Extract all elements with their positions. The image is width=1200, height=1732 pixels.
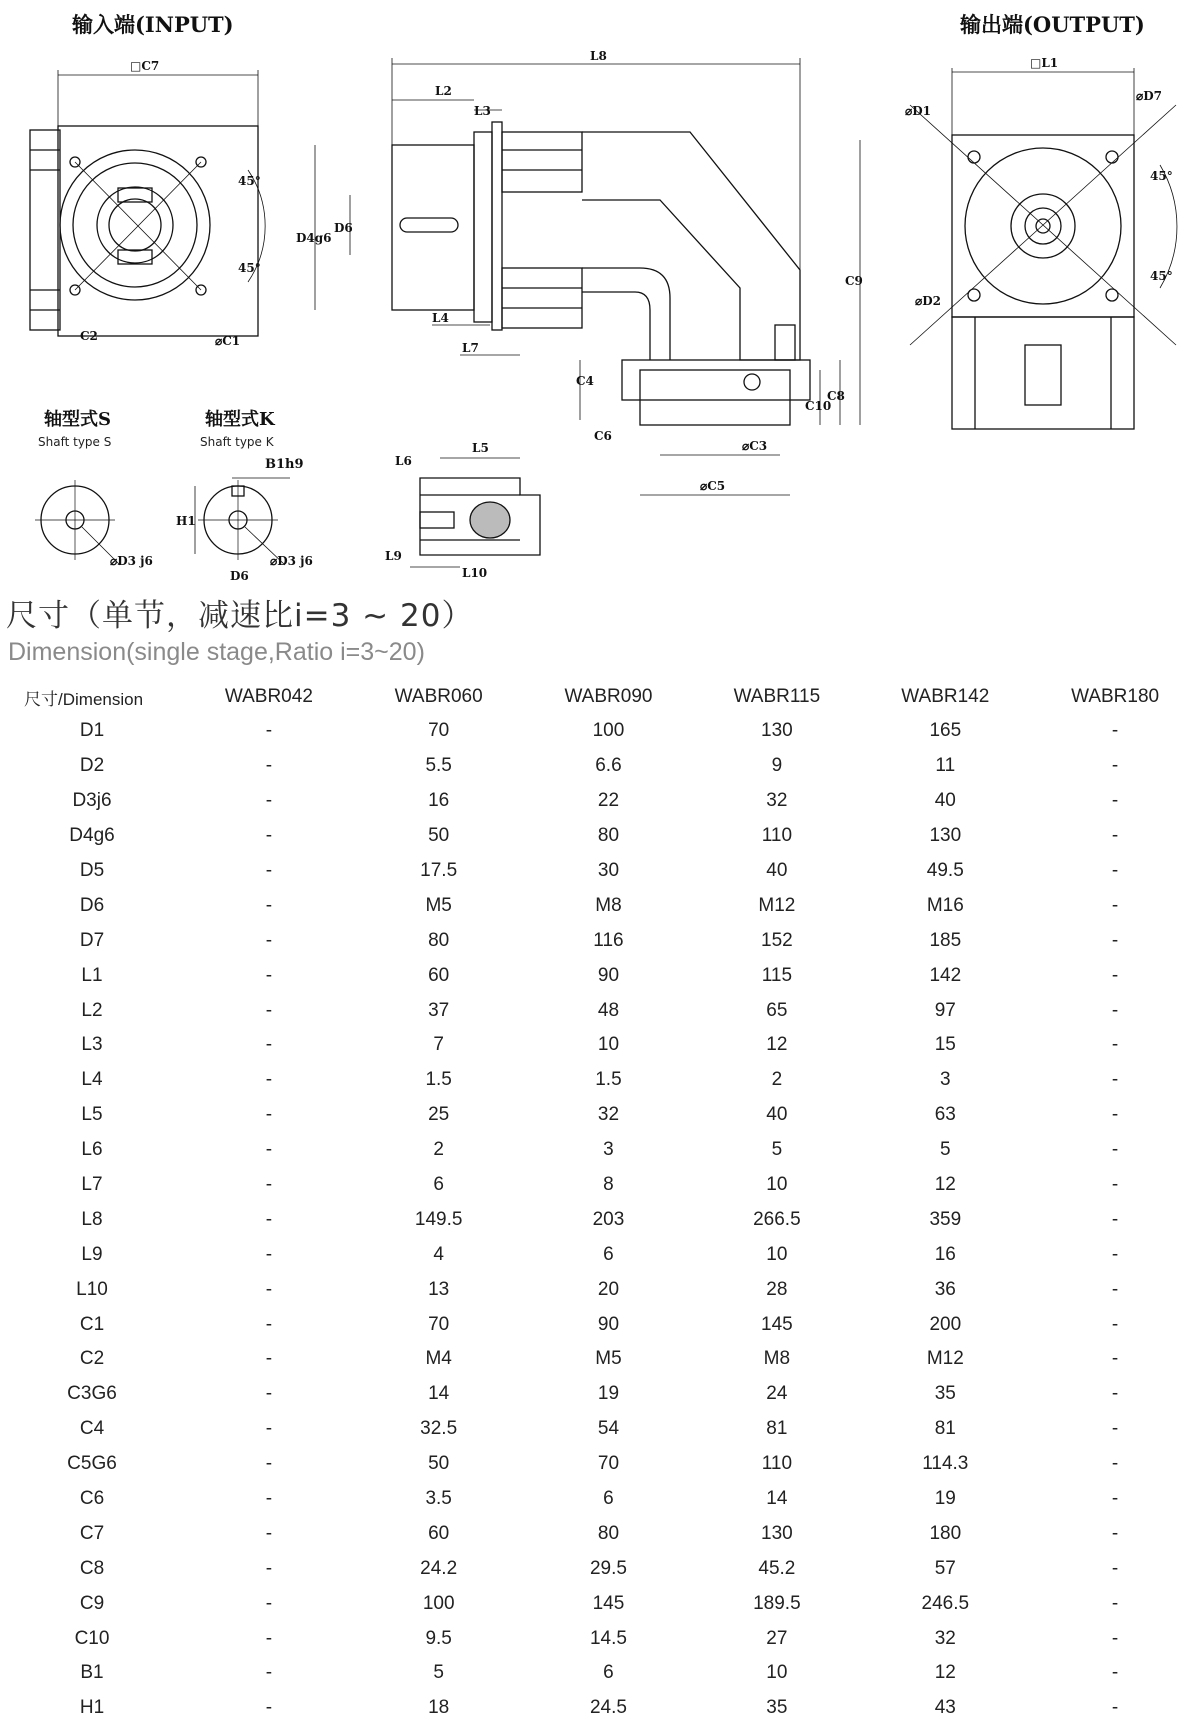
dimension-value-cell: 130: [929, 825, 962, 847]
dimension-value-cell: 19: [597, 1383, 620, 1405]
dimension-value-cell: -: [265, 1557, 273, 1579]
label-l3: L3: [474, 104, 491, 118]
dimension-value-cell: 180: [929, 1522, 962, 1544]
dimension-value-cell: -: [1111, 1174, 1119, 1196]
dimension-value-cell: 203: [592, 1208, 625, 1230]
table-row: [0, 714, 1200, 749]
dimension-name-cell: L1: [81, 964, 103, 986]
table-row: [0, 958, 1200, 993]
dimension-value-cell: -: [265, 999, 273, 1021]
dimension-value-cell: -: [265, 1348, 273, 1370]
dimension-value-cell: 20: [597, 1278, 620, 1300]
dimension-value-cell: 54: [597, 1418, 620, 1440]
dimension-name-cell: L3: [81, 1034, 103, 1056]
dimension-value-cell: 16: [428, 790, 450, 812]
dimension-value-cell: 18: [428, 1697, 450, 1719]
dimension-value-cell: -: [1111, 825, 1119, 847]
dimension-value-cell: 16: [934, 1243, 956, 1265]
dimension-value-cell: -: [265, 1488, 273, 1510]
dimension-value-cell: -: [265, 1662, 273, 1684]
dimension-value-cell: 3: [603, 1139, 614, 1161]
dimension-value-cell: -: [1111, 1139, 1119, 1161]
dimension-value-cell: -: [265, 755, 273, 777]
dimension-value-cell: 165: [929, 720, 962, 742]
table-header-row: [0, 680, 1200, 714]
dimension-value-cell: -: [265, 1278, 273, 1300]
shaft-k-subtitle: Shaft type K: [200, 435, 274, 449]
dimension-value-cell: -: [265, 1208, 273, 1230]
table-row: [0, 854, 1200, 889]
side-view: [315, 58, 860, 495]
dimension-value-cell: 35: [766, 1697, 788, 1719]
dimension-value-cell: -: [265, 1383, 273, 1405]
dimension-value-cell: -: [1111, 1034, 1119, 1056]
dimension-value-cell: 110: [761, 1453, 793, 1475]
dimension-value-cell: -: [1111, 1662, 1119, 1684]
dimension-value-cell: 2: [771, 1069, 783, 1091]
dimension-name-cell: C5G6: [67, 1453, 117, 1475]
label-d3j6-s: ⌀D3 j6: [110, 554, 153, 568]
label-l6: L6: [395, 454, 412, 468]
dimension-value-cell: -: [1111, 1627, 1119, 1649]
label-c6: C6: [594, 429, 612, 443]
dimension-value-cell: -: [265, 1104, 273, 1126]
dimension-value-cell: -: [265, 1139, 273, 1161]
dimension-value-cell: 3.5: [425, 1488, 452, 1510]
dimension-value-cell: 24.2: [420, 1557, 458, 1579]
output-view: [910, 68, 1177, 429]
label-l1: □L1: [1030, 56, 1059, 70]
shaft-s-subtitle: Shaft type S: [38, 435, 112, 449]
dimension-value-cell: 14.5: [589, 1627, 627, 1649]
dimension-name-cell: D5: [79, 860, 105, 881]
label-45-input-top: 45°: [238, 174, 261, 188]
dimension-value-cell: 65: [766, 999, 788, 1021]
label-d4g6: D4g6: [296, 231, 332, 245]
dimension-value-cell: 130: [761, 1522, 793, 1544]
dimension-value-cell: 145: [761, 1313, 793, 1335]
dimension-value-cell: -: [265, 894, 273, 916]
table-row: [0, 1586, 1200, 1621]
label-d6: D6: [334, 221, 353, 235]
label-45-output-bottom: 45°: [1150, 269, 1173, 283]
dimension-name-cell: L5: [81, 1104, 103, 1126]
label-d3j6-k: ⌀D3 j6: [270, 554, 313, 568]
dimension-value-cell: 40: [766, 860, 788, 881]
dimension-value-cell: 359: [929, 1208, 962, 1230]
dimension-value-cell: 48: [597, 999, 620, 1021]
dimension-value-cell: 32: [766, 790, 788, 812]
column-header-model: WABR180: [1071, 686, 1160, 707]
dimension-value-cell: 22: [597, 790, 620, 812]
dimension-value-cell: 5: [940, 1139, 951, 1161]
dimension-value-cell: 32: [934, 1627, 956, 1649]
dimension-value-cell: 6.6: [595, 755, 622, 777]
table-row: [0, 1098, 1200, 1133]
input-view: [30, 70, 265, 336]
dimension-value-cell: 24.5: [589, 1697, 627, 1719]
dimension-value-cell: -: [1111, 1208, 1119, 1230]
table-row: [0, 1237, 1200, 1272]
dimension-value-cell: 43: [934, 1697, 956, 1719]
label-h1: H1: [176, 514, 196, 528]
table-row: [0, 1621, 1200, 1656]
dimension-value-cell: 4: [433, 1243, 444, 1265]
dimension-value-cell: 7: [433, 1034, 444, 1056]
label-l4: L4: [432, 311, 449, 325]
dimension-value-cell: 70: [597, 1453, 620, 1475]
dimension-value-cell: 57: [934, 1557, 956, 1579]
column-header-model: WABR115: [733, 686, 821, 707]
dimension-value-cell: 12: [934, 1174, 956, 1196]
dimension-value-cell: 27: [766, 1627, 788, 1649]
dimension-name-cell: H1: [79, 1697, 105, 1719]
dimension-value-cell: 114.3: [922, 1453, 969, 1475]
dimension-value-cell: 11: [935, 755, 956, 777]
dimension-value-cell: 36: [934, 1278, 956, 1300]
dimension-value-cell: 50: [428, 1453, 450, 1475]
dimension-value-cell: -: [265, 1243, 273, 1265]
column-header-model: WABR142: [901, 686, 990, 707]
table-row: [0, 1551, 1200, 1586]
label-c4: C4: [576, 374, 594, 388]
dimension-value-cell: -: [265, 860, 273, 881]
column-header-dimension: 尺寸/Dimension: [24, 689, 144, 709]
table-row: [0, 1307, 1200, 1342]
dimension-value-cell: 30: [597, 860, 620, 881]
dimension-value-cell: 60: [428, 964, 450, 986]
dimension-value-cell: 6: [603, 1662, 614, 1684]
table-row: [0, 1482, 1200, 1517]
dimension-value-cell: 90: [597, 1313, 620, 1335]
dimension-value-cell: -: [265, 1034, 273, 1056]
dimension-value-cell: 50: [428, 825, 450, 847]
dimension-value-cell: -: [1111, 964, 1119, 986]
column-header-model: WABR042: [224, 686, 313, 707]
dimension-name-cell: D2: [79, 755, 105, 777]
dimension-value-cell: 14: [766, 1488, 788, 1510]
dimension-value-cell: 142: [929, 964, 962, 986]
dimension-value-cell: 110: [761, 825, 793, 847]
dimension-value-cell: 5.5: [425, 755, 452, 777]
table-row: [0, 1447, 1200, 1482]
dimension-name-cell: C1: [79, 1313, 105, 1335]
dimension-value-cell: -: [265, 825, 273, 847]
table-row: [0, 1272, 1200, 1307]
dimension-value-cell: 8: [603, 1174, 614, 1196]
dimension-value-cell: -: [1111, 790, 1119, 812]
dimension-value-cell: M5: [425, 894, 452, 916]
dimension-value-cell: 17.5: [420, 860, 458, 881]
dimension-value-cell: 81: [766, 1418, 788, 1440]
dimension-value-cell: -: [265, 1697, 273, 1719]
table-row: [0, 1028, 1200, 1063]
label-c9: C9: [845, 274, 863, 288]
label-l9: L9: [385, 549, 402, 563]
dimension-value-cell: 266.5: [753, 1208, 801, 1230]
table-row: [0, 1063, 1200, 1098]
dimension-value-cell: M12: [926, 1348, 964, 1370]
table-row: [0, 1377, 1200, 1412]
dimension-value-cell: -: [265, 1069, 273, 1091]
dimension-value-cell: 80: [597, 1522, 620, 1544]
dimension-name-cell: C6: [79, 1488, 105, 1510]
dimension-name-cell: L6: [81, 1139, 103, 1161]
dimension-name-cell: B1: [80, 1662, 104, 1684]
dimension-name-cell: L2: [81, 999, 103, 1021]
dimension-value-cell: M5: [595, 1348, 622, 1370]
dimension-value-cell: -: [265, 1453, 273, 1475]
dimension-value-cell: 6: [433, 1174, 444, 1196]
dimension-name-cell: C7: [79, 1522, 105, 1544]
dimension-value-cell: 25: [428, 1104, 450, 1126]
label-c1: ⌀C1: [215, 334, 241, 348]
dimension-value-cell: 90: [597, 964, 620, 986]
shaft-k-title: 轴型式K: [205, 409, 275, 430]
dimension-value-cell: 81: [934, 1418, 956, 1440]
dimension-value-cell: -: [1111, 860, 1119, 881]
label-c3: ⌀C3: [742, 439, 768, 453]
dimension-value-cell: 2: [433, 1139, 444, 1161]
dimension-value-cell: -: [1111, 1104, 1119, 1126]
dimension-value-cell: 15: [934, 1034, 956, 1056]
table-row: [0, 1168, 1200, 1203]
dimension-value-cell: -: [1111, 1592, 1119, 1614]
dimension-value-cell: 40: [934, 790, 956, 812]
dimension-value-cell: -: [265, 1592, 273, 1614]
shaft-type-s: [35, 480, 120, 565]
table-row: [0, 888, 1200, 923]
key-detail: [410, 458, 540, 567]
dimension-value-cell: -: [265, 1418, 273, 1440]
table-row: [0, 1202, 1200, 1237]
label-l7: L7: [462, 341, 479, 355]
dimension-name-cell: L7: [81, 1174, 103, 1196]
dimension-value-cell: -: [265, 1313, 273, 1335]
dimension-value-cell: -: [1111, 1453, 1119, 1475]
label-l2: L2: [435, 84, 452, 98]
label-c5: ⌀C5: [700, 479, 726, 493]
dimension-value-cell: 35: [934, 1383, 956, 1405]
dimension-value-cell: 10: [597, 1034, 620, 1056]
dimension-value-cell: 19: [934, 1488, 956, 1510]
dimension-value-cell: 246.5: [921, 1592, 970, 1614]
dimension-value-cell: -: [1111, 1418, 1119, 1440]
dimension-value-cell: 152: [761, 929, 793, 951]
dimension-name-cell: L4: [81, 1069, 103, 1091]
label-b1h9: B1h9: [265, 457, 304, 472]
dimension-value-cell: 100: [422, 1592, 455, 1614]
table-row: [0, 1342, 1200, 1377]
dimension-value-cell: -: [265, 720, 273, 742]
dimension-value-cell: 60: [428, 1522, 450, 1544]
dimension-value-cell: 70: [428, 1313, 450, 1335]
label-c7: □C7: [130, 59, 160, 73]
dimension-value-cell: 5: [433, 1662, 444, 1684]
label-d1: ⌀D1: [905, 104, 931, 118]
input-title: 输入端(INPUT): [72, 12, 234, 37]
dimension-value-cell: 13: [428, 1278, 450, 1300]
label-c2: C2: [80, 329, 98, 343]
dimension-value-cell: 130: [761, 720, 793, 742]
column-header-model: WABR060: [394, 686, 483, 707]
dimension-table: [0, 680, 1200, 1726]
table-row: [0, 1133, 1200, 1168]
dimension-value-cell: 9.5: [425, 1627, 452, 1649]
dimension-name-cell: D1: [79, 720, 105, 742]
table-row: [0, 923, 1200, 958]
dimension-value-cell: 6: [603, 1488, 614, 1510]
dimension-value-cell: -: [1111, 1348, 1119, 1370]
dimension-value-cell: 10: [766, 1662, 788, 1684]
dimension-value-cell: -: [1111, 1697, 1119, 1719]
section-title-cn: 尺寸（单节，减速比i=3 ~ 20）: [6, 598, 474, 634]
dimension-value-cell: -: [1111, 929, 1119, 951]
table-row: [0, 1656, 1200, 1691]
table-row: [0, 819, 1200, 854]
table-row: [0, 1691, 1200, 1726]
technical-drawing: [0, 0, 1200, 580]
dimension-name-cell: C2: [79, 1348, 105, 1370]
shaft-s-title: 轴型式S: [44, 409, 111, 430]
table-row: [0, 784, 1200, 819]
label-l10: L10: [462, 566, 488, 580]
dimension-name-cell: D7: [79, 929, 105, 951]
dimension-value-cell: -: [1111, 1243, 1119, 1265]
dimension-value-cell: -: [265, 1627, 273, 1649]
dimension-value-cell: M4: [425, 1348, 452, 1370]
dimension-name-cell: D4g6: [69, 825, 115, 847]
label-45-input-bottom: 45°: [238, 261, 261, 275]
dimension-value-cell: -: [1111, 1557, 1119, 1579]
dimension-value-cell: 9: [771, 755, 783, 777]
dimension-value-cell: -: [1111, 1383, 1119, 1405]
dimension-name-cell: D3j6: [72, 790, 112, 812]
dimension-value-cell: 1.5: [595, 1069, 622, 1091]
dimension-value-cell: -: [1111, 1522, 1119, 1544]
dimension-value-cell: 145: [592, 1592, 625, 1614]
dimension-value-cell: 10: [766, 1243, 788, 1265]
dimension-value-cell: 1.5: [425, 1069, 452, 1091]
dimension-value-cell: -: [265, 790, 273, 812]
dimension-value-cell: M8: [595, 894, 622, 916]
table-row: [0, 993, 1200, 1028]
dimension-name-cell: C9: [79, 1592, 105, 1614]
dimension-value-cell: 45.2: [758, 1557, 796, 1579]
dimension-value-cell: -: [265, 929, 273, 951]
dimension-name-cell: D6: [79, 894, 105, 916]
dimension-value-cell: -: [265, 1522, 273, 1544]
table-row: [0, 1412, 1200, 1447]
label-l5: L5: [472, 441, 489, 455]
dimension-value-cell: 24: [766, 1383, 788, 1405]
dimension-value-cell: 32.5: [420, 1418, 458, 1440]
label-d6-k: D6: [230, 569, 249, 580]
dimension-value-cell: 97: [934, 999, 956, 1021]
dimension-value-cell: 115: [761, 964, 793, 986]
dimension-value-cell: 28: [766, 1278, 788, 1300]
table-row: [0, 1516, 1200, 1551]
dimension-value-cell: 29.5: [589, 1557, 627, 1579]
column-header-model: WABR090: [564, 686, 653, 707]
dimension-name-cell: L10: [76, 1278, 108, 1300]
section-title-en: Dimension(single stage,Ratio i=3~20): [8, 638, 425, 666]
dimension-value-cell: 3: [940, 1069, 951, 1091]
dimension-name-cell: C3G6: [67, 1383, 117, 1405]
label-c8: C8: [827, 389, 845, 403]
dimension-value-cell: 32: [597, 1104, 620, 1126]
dimension-value-cell: 49.5: [926, 860, 964, 881]
table-row: [0, 749, 1200, 784]
output-title: 输出端(OUTPUT): [960, 12, 1145, 37]
dimension-name-cell: L9: [81, 1243, 103, 1265]
dimension-name-cell: C10: [74, 1627, 110, 1649]
dimension-value-cell: 149.5: [414, 1208, 463, 1230]
dimension-value-cell: 6: [603, 1243, 614, 1265]
dimension-value-cell: 70: [428, 720, 450, 742]
dimension-value-cell: -: [265, 1174, 273, 1196]
label-d2: ⌀D2: [915, 294, 941, 308]
dimension-name-cell: L8: [81, 1208, 103, 1230]
shaft-type-k: [195, 478, 290, 565]
dimension-value-cell: 100: [592, 720, 625, 742]
dimension-value-cell: -: [1111, 1069, 1119, 1091]
dimension-value-cell: -: [1111, 1278, 1119, 1300]
dimension-value-cell: M16: [926, 894, 964, 916]
dimension-value-cell: -: [1111, 1313, 1119, 1335]
dimension-value-cell: 5: [771, 1139, 783, 1161]
dimension-value-cell: -: [1111, 999, 1119, 1021]
dimension-name-cell: C4: [79, 1418, 105, 1440]
dimension-value-cell: 185: [929, 929, 962, 951]
label-l8: L8: [590, 49, 607, 63]
dimension-value-cell: 12: [766, 1034, 788, 1056]
label-d7: ⌀D7: [1136, 89, 1162, 103]
dimension-value-cell: 189.5: [753, 1592, 801, 1614]
dimension-value-cell: 10: [766, 1174, 788, 1196]
dimension-value-cell: 63: [934, 1104, 956, 1126]
dimension-value-cell: 37: [428, 999, 450, 1021]
dimension-value-cell: 80: [597, 825, 620, 847]
label-45-output-top: 45°: [1150, 169, 1173, 183]
dimension-value-cell: 200: [929, 1313, 962, 1335]
dimension-value-cell: M8: [763, 1348, 791, 1370]
dimension-value-cell: M12: [758, 894, 796, 916]
dimension-value-cell: 14: [428, 1383, 450, 1405]
dimension-value-cell: 40: [766, 1104, 788, 1126]
dimension-name-cell: C8: [79, 1557, 105, 1579]
dimension-value-cell: -: [265, 964, 273, 986]
dimension-value-cell: -: [1111, 720, 1119, 742]
dimension-value-cell: -: [1111, 755, 1119, 777]
dimension-value-cell: -: [1111, 894, 1119, 916]
dimension-value-cell: 116: [593, 929, 624, 951]
dimension-value-cell: 12: [934, 1662, 956, 1684]
dimension-value-cell: -: [1111, 1488, 1119, 1510]
dimension-value-cell: 80: [428, 929, 450, 951]
label-c10: C10: [805, 399, 832, 413]
